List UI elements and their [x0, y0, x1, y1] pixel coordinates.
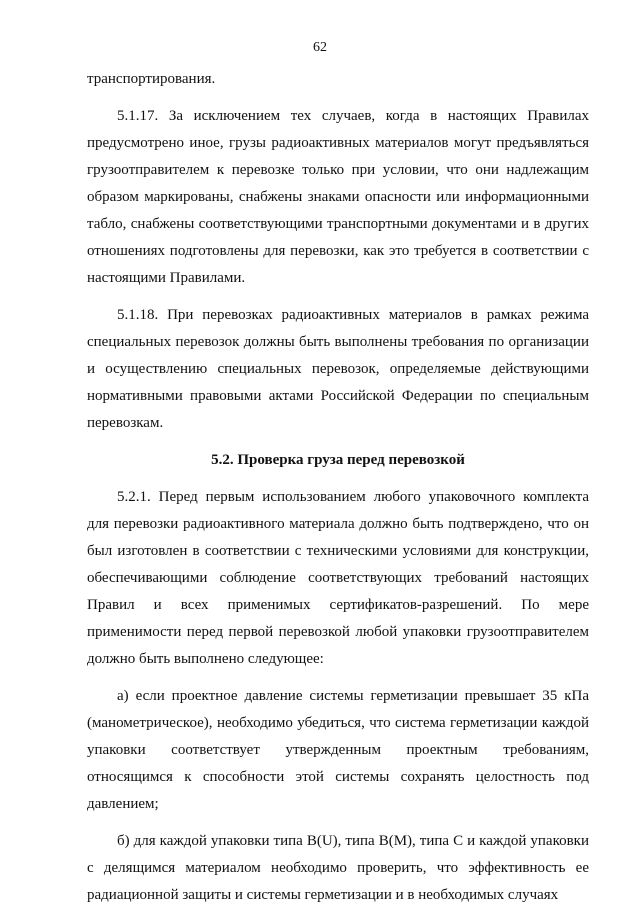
paragraph-item-a: а) если проектное давление системы герметизации превышает 35 кПа (манометрическое), необходимо убедиться, что система герметизации каждой упаковки соответствует утвержденным проектным требованиям, относящимся к способности этой системы сохранять целостность под давлением;	[87, 688, 589, 812]
paragraph-item-b: б) для каждой упаковки типа B(U), типа B(M), типа C и каждой упаковки с делящимся материалом необходимо проверить, что эффективность ее радиационной защиты и системы герметизации и в необходимых случаях	[87, 833, 589, 903]
section-heading-5-2: 5.2. Проверка груза перед перевозкой	[211, 452, 465, 468]
paragraph-5-2-1: 5.2.1. Перед первым использованием любого упаковочного комплекта для перевозки радиоактивного материала должно быть подтверждено, что он был изготовлен в соответствии с техническими условиями для конструкции, обеспечивающими соблюдение соответствующих требований настоящих Правил и всех применимых сертификатов-разрешений. По мере применимости перед первой перевозкой любой упаковки грузоотправителем должно быть выполнено следующее:	[87, 489, 589, 667]
paragraph-5-1-17: 5.1.17. За исключением тех случаев, когда в настоящих Правилах предусмотрено иное, грузы радиоактивных материалов могут предъявляться грузоотправителем к перевозке только при условии, что они надлежащим образом маркированы, снабжены знаками опасности или информационными табло, снабжены соответствующими транспортными документами и в других отношениях подготовлены для перевозки, как это требуется в соответствии с настоящими Правилами.	[87, 108, 589, 286]
paragraph-5-1-18: 5.1.18. При перевозках радиоактивных материалов в рамках режима специальных перевозок должны быть выполнены требования по организации и осуществлению специальных перевозок, определяемые действующими нормативными правовыми актами Российской Федерации по специальным перевозкам.	[87, 307, 589, 431]
page-number: 62	[313, 40, 327, 55]
document-body	[87, 66, 589, 909]
paragraph-continuation: транспортирования.	[87, 71, 216, 87]
